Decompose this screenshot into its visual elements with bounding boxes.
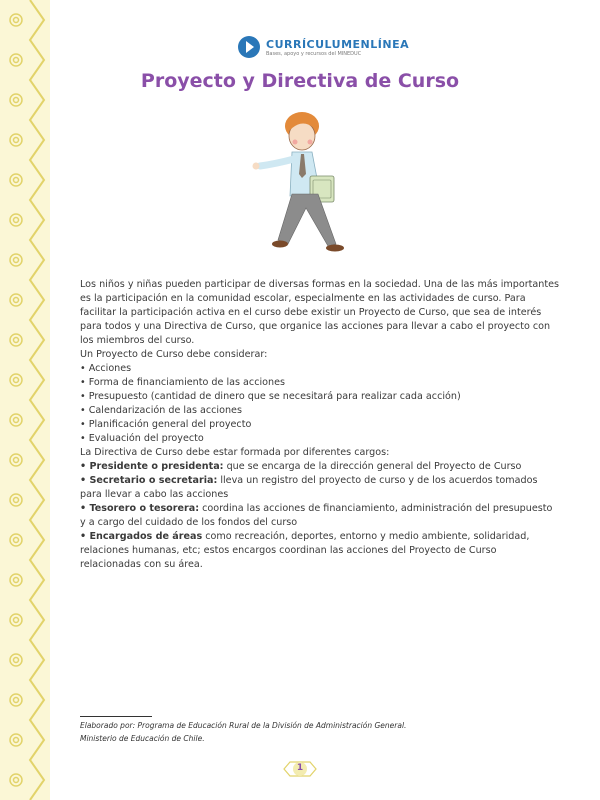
play-icon — [238, 36, 260, 58]
page-title: Proyecto y Directiva de Curso — [140, 70, 460, 92]
directiva-heading: La Directiva de Curso debe estar formada por diferentes cargos: — [80, 447, 390, 458]
role-item — [80, 474, 560, 502]
list-item: • Acciones — [80, 363, 132, 374]
role-term: • Secretario o secretaria: — [80, 475, 218, 486]
list-item: • Forma de financiamiento de las acciones — [80, 377, 286, 388]
footnote-line: Elaborado por: Programa de Educación Rural de la División de Administración General. — [80, 721, 407, 730]
logo-name: CURRÍCULUMENLÍNEA — [266, 37, 410, 51]
role-item — [80, 460, 560, 474]
role-desc: lleva un registro del proyecto de curso y de los acuerdos tomados para llevar a cabo las acciones — [80, 475, 538, 500]
list-item: • Presupuesto (cantidad de dinero que se necesitará para realizar cada acción) — [80, 391, 461, 402]
role-desc: como recreación, deportes, entorno y medio ambiente, solidaridad, relaciones humanas, etc; estos encargos coordinan las acciones del Proyecto de Curso relacionadas con su área. — [80, 531, 530, 570]
decorative-border — [0, 0, 50, 800]
page-number: 1 — [296, 763, 304, 773]
role-item — [80, 530, 560, 572]
list-item: • Planificación general del proyecto — [80, 419, 252, 430]
page-number-badge — [282, 758, 318, 780]
main-content — [80, 278, 560, 572]
project-heading: Un Proyecto de Curso debe considerar: — [80, 349, 268, 360]
footnote-divider — [80, 716, 152, 717]
list-item: • Evaluación del proyecto — [80, 433, 204, 444]
walking-student-illustration — [240, 104, 360, 264]
footnote — [80, 716, 406, 747]
role-desc: coordina las acciones de financiamiento, administración del presupuesto y a cargo del cuidado de los fondos del curso — [80, 503, 553, 528]
logo-subtitle: Bases, apoyo y recursos del MINEDUC — [266, 50, 362, 57]
role-term: • Presidente o presidenta: — [80, 461, 224, 472]
intro-paragraph: Los niños y niñas pueden participar de diversas formas en la sociedad. Una de las más importantes es la participación en la comunidad escolar, especialmente en las actividades de curso. Para facilitar la participación activa en el curso debe existir un Proyecto de Curso, que sea de interés para todos y una Directiva de Curso, que organice las acciones para llevar a cabo el proyecto con los miembros del curso. — [80, 279, 560, 346]
role-term: • Tesorero o tesorera: — [80, 503, 200, 514]
site-logo[interactable] — [238, 36, 409, 58]
footnote-line: Ministerio de Educación de Chile. — [80, 734, 205, 743]
list-item: • Calendarización de las acciones — [80, 405, 242, 416]
role-item — [80, 502, 560, 530]
role-term: • Encargados de áreas — [80, 531, 203, 542]
role-desc: que se encarga de la dirección general del Proyecto de Curso — [223, 461, 522, 472]
